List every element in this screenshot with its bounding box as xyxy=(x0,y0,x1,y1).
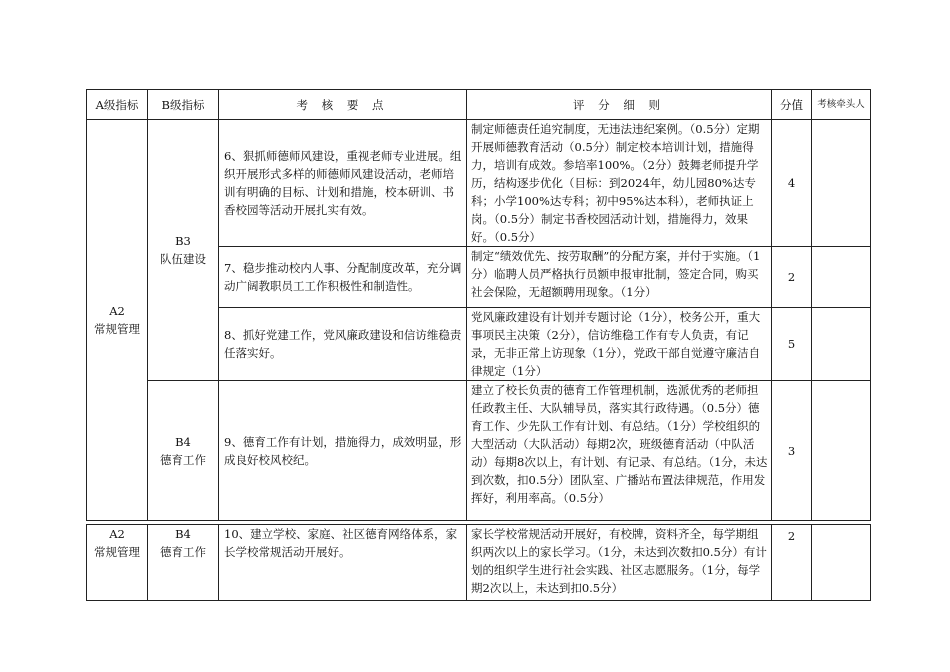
lead-cell xyxy=(812,247,871,308)
header-key-points: 考 核 要 点 xyxy=(219,90,467,120)
b-level-name: 德育工作 xyxy=(160,452,206,467)
lead-cell xyxy=(812,308,871,381)
b-level-cell xyxy=(148,381,219,521)
header-b-level: B级指标 xyxy=(148,90,219,120)
rule-cell: 制定师德责任追究制度，无违法违纪案例。（0.5分）定期开展师德教育活动（0.5分）制定校本培训计划，措施得力，培训有成效。参培率100%。（2分）鼓舞老师提升学历，结构逐步优化（目标：到2024年，幼儿园80%达专科；小学100%达专科；初中95%达本科），老师执证上岗。（0.5分）制定书香校园活动计划，措施得力，效果好。（0.5分） xyxy=(467,120,772,247)
b-level-code: B4 xyxy=(175,434,191,449)
a-level-code: A2 xyxy=(109,304,125,318)
b-level-cell xyxy=(148,120,219,381)
lead-cell xyxy=(812,120,871,247)
key-point-cell: 9、德育工作有计划，措施得力，成效明显，形成良好校风校纪。 xyxy=(219,381,467,521)
key-point-cell: 7、稳步推动校内人事、分配制度改革，充分调动广阔教职员工工作积极性和制造性。 xyxy=(219,247,467,308)
rule-cell: 制定“绩效优先、按劳取酬”的分配方案，并付于实施。（1分）临聘人员严格执行员额申报审批制，签定合同，购买社会保险，无超额聘用现象。（1分） xyxy=(467,247,772,308)
a-level-name: 常规管理 xyxy=(94,322,140,336)
rule-cell: 建立了校长负责的德育工作管理机制，选派优秀的老师担任政教主任、大队辅导员，落实其行政待遇。（0.5分）德育工作、少先队工作有计划、有总结。（1分）学校组织的大型活动（大队活动）每期2次，班级德育活动（中队活动）每期8次以上，有计划、有记录、有总结。（1分，未达到次数，扣0.5分）团队室、广播站布置法律规范，作用发挥好，利用率高。（0.5分） xyxy=(467,381,772,521)
score-cell: 3 xyxy=(772,381,812,521)
header-score: 分值 xyxy=(772,90,812,120)
b-level-name: 队伍建设 xyxy=(160,252,206,266)
rule-cell: 党风廉政建设有计划并专题讨论（1分），校务公开，重大事项民主决策（2分），信访维稳工作有专人负责，有记录，无非正常上访现象（1分），党政干部自觉遵守廉洁自律规定（1分） xyxy=(467,308,772,381)
a-level-cell xyxy=(87,525,148,601)
header-a-level: A级指标 xyxy=(87,90,148,120)
table-row xyxy=(87,381,871,521)
header-rules: 评 分 细 则 xyxy=(467,90,772,120)
a-level-cell xyxy=(87,120,148,521)
b-level-cell xyxy=(148,525,219,601)
evaluation-table xyxy=(86,89,871,601)
key-point-cell: 6、狠抓师德师风建设，重视老师专业进展。组织开展形式多样的师德师风建设活动，老师培训有明确的目标、计划和措施，校本研训、书香校园等活动开展扎实有效。 xyxy=(219,120,467,247)
rule-cell: 家长学校常规活动开展好，有校牌，资料齐全，每学期组织两次以上的家长学习。（1分，未达到次数扣0.5分）有计划的组织学生进行社会实践、社区志愿服务。（1分，每学期2次以上，未达到扣0.5分） xyxy=(467,525,772,601)
header-row xyxy=(87,90,871,120)
lead-cell xyxy=(812,525,871,601)
score-cell: 5 xyxy=(772,308,812,381)
table-row xyxy=(87,525,871,601)
b-level-code: B4 xyxy=(175,527,191,541)
score-cell: 2 xyxy=(772,247,812,308)
key-point-cell: 10、建立学校、家庭、社区德育网络体系，家长学校常规活动开展好。 xyxy=(219,525,467,601)
b-level-name: 德育工作 xyxy=(160,545,206,559)
score-cell: 4 xyxy=(772,120,812,247)
b-level-code: B3 xyxy=(175,234,191,248)
a-level-name: 常规管理 xyxy=(94,545,140,559)
lead-cell xyxy=(812,381,871,521)
table-row xyxy=(87,120,871,247)
score-cell: 2 xyxy=(772,525,812,601)
header-lead: 考核牵头人 xyxy=(812,90,871,120)
a-level-code: A2 xyxy=(109,527,125,541)
key-point-cell: 8、抓好党建工作，党风廉政建设和信访维稳责任落实好。 xyxy=(219,308,467,381)
